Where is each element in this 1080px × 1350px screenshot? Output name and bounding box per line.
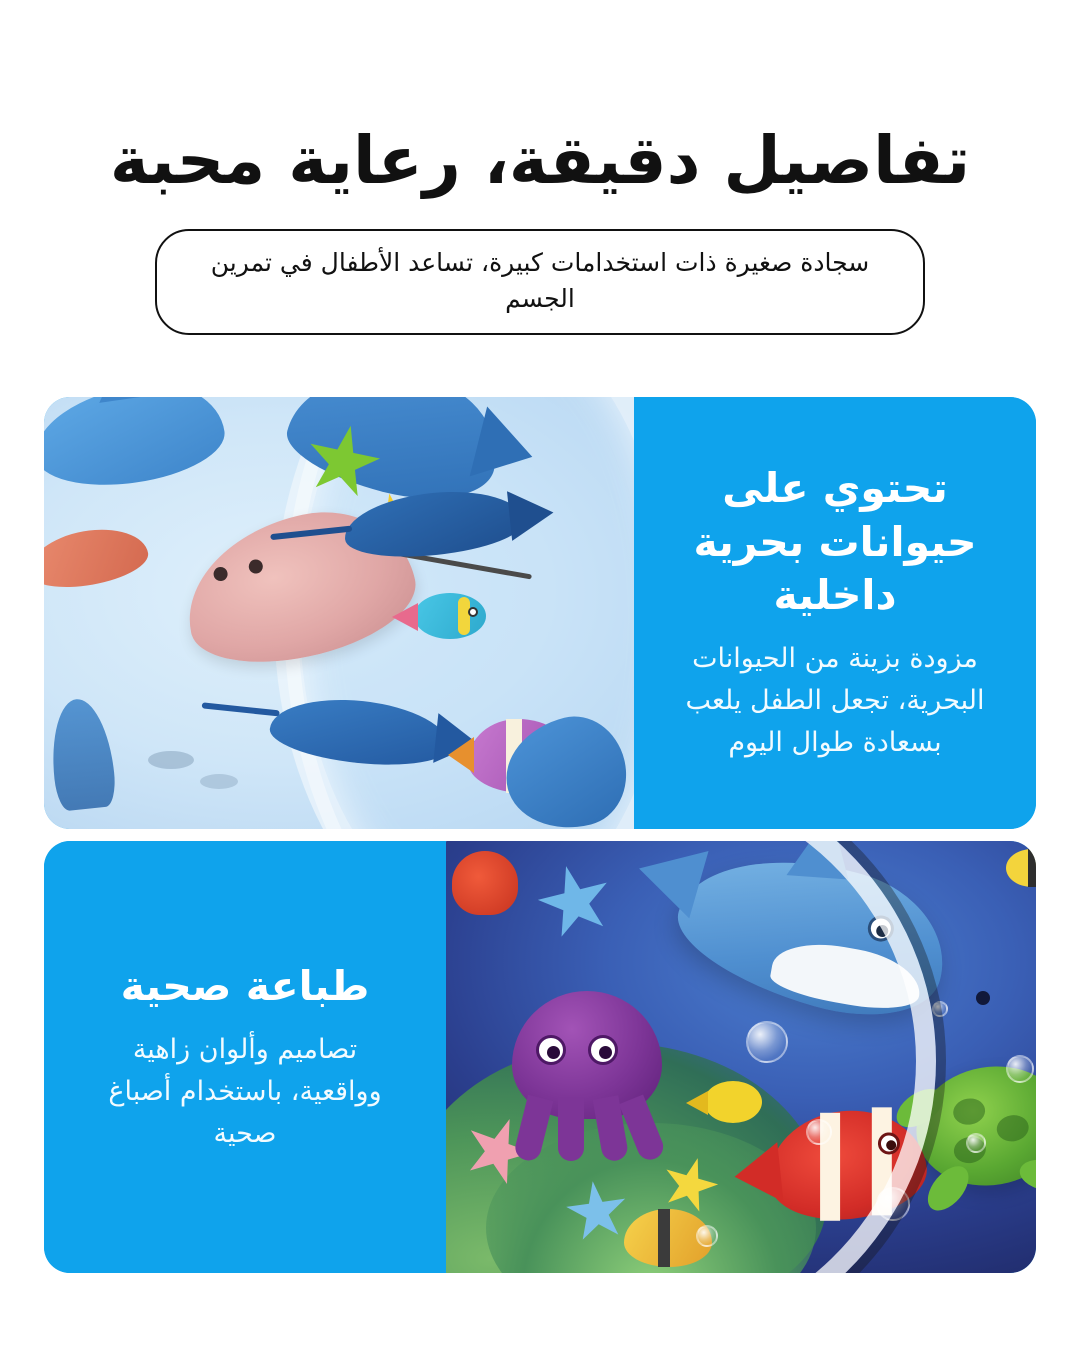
- feature-card-1-image: [44, 397, 634, 829]
- page-title: تفاصيل دقيقة، رعاية محبة: [109, 122, 971, 199]
- air-bubble-dark: [976, 991, 990, 1005]
- header: [0, 0, 1080, 335]
- feature-card-1-title: تحتوي على حيوانات بحرية داخلية: [693, 464, 977, 619]
- feature-card-1-body: مزودة بزينة من الحيوانات البحرية، تجعل الطفل يلعب بسعادة طوال اليوم: [685, 643, 985, 758]
- feature-card-2-image: [446, 841, 1036, 1273]
- subtitle-pill: سجادة صغيرة ذات استخدامات كبيرة، تساعد الأطفال في تمرين الجسم: [155, 229, 925, 336]
- mat-edge-ring: [446, 841, 936, 1273]
- tropical-fish-icon: [1006, 849, 1036, 887]
- deep-sea-print-mat-photo: [446, 841, 1036, 1273]
- dolphin-icon: [44, 397, 230, 496]
- tiny-fish-icon: [148, 751, 194, 769]
- feature-card-2: [44, 841, 1036, 1273]
- subtitle-container: [0, 229, 1080, 336]
- feature-cards: [0, 397, 1080, 1273]
- bubble-icon: [966, 1133, 986, 1153]
- feature-card-1: [44, 397, 1036, 829]
- feature-card-2-text: [44, 841, 446, 1273]
- feature-card-1-text: [634, 397, 1036, 829]
- bubble-icon: [1006, 1055, 1034, 1083]
- coral-fish-icon: [44, 521, 152, 595]
- seaweed-icon: [46, 696, 117, 812]
- sea-creatures-mat-photo: [44, 397, 634, 829]
- reef-fish-icon: [414, 593, 486, 639]
- tiny-fish-icon-2: [200, 774, 238, 789]
- feature-card-2-title: طباعة صحية: [120, 961, 370, 1010]
- bubble-icon: [932, 1001, 948, 1017]
- feature-card-2-body: تصاميم وألوان زاهية وواقعية، باستخدام أصباغ صحية: [108, 1033, 382, 1149]
